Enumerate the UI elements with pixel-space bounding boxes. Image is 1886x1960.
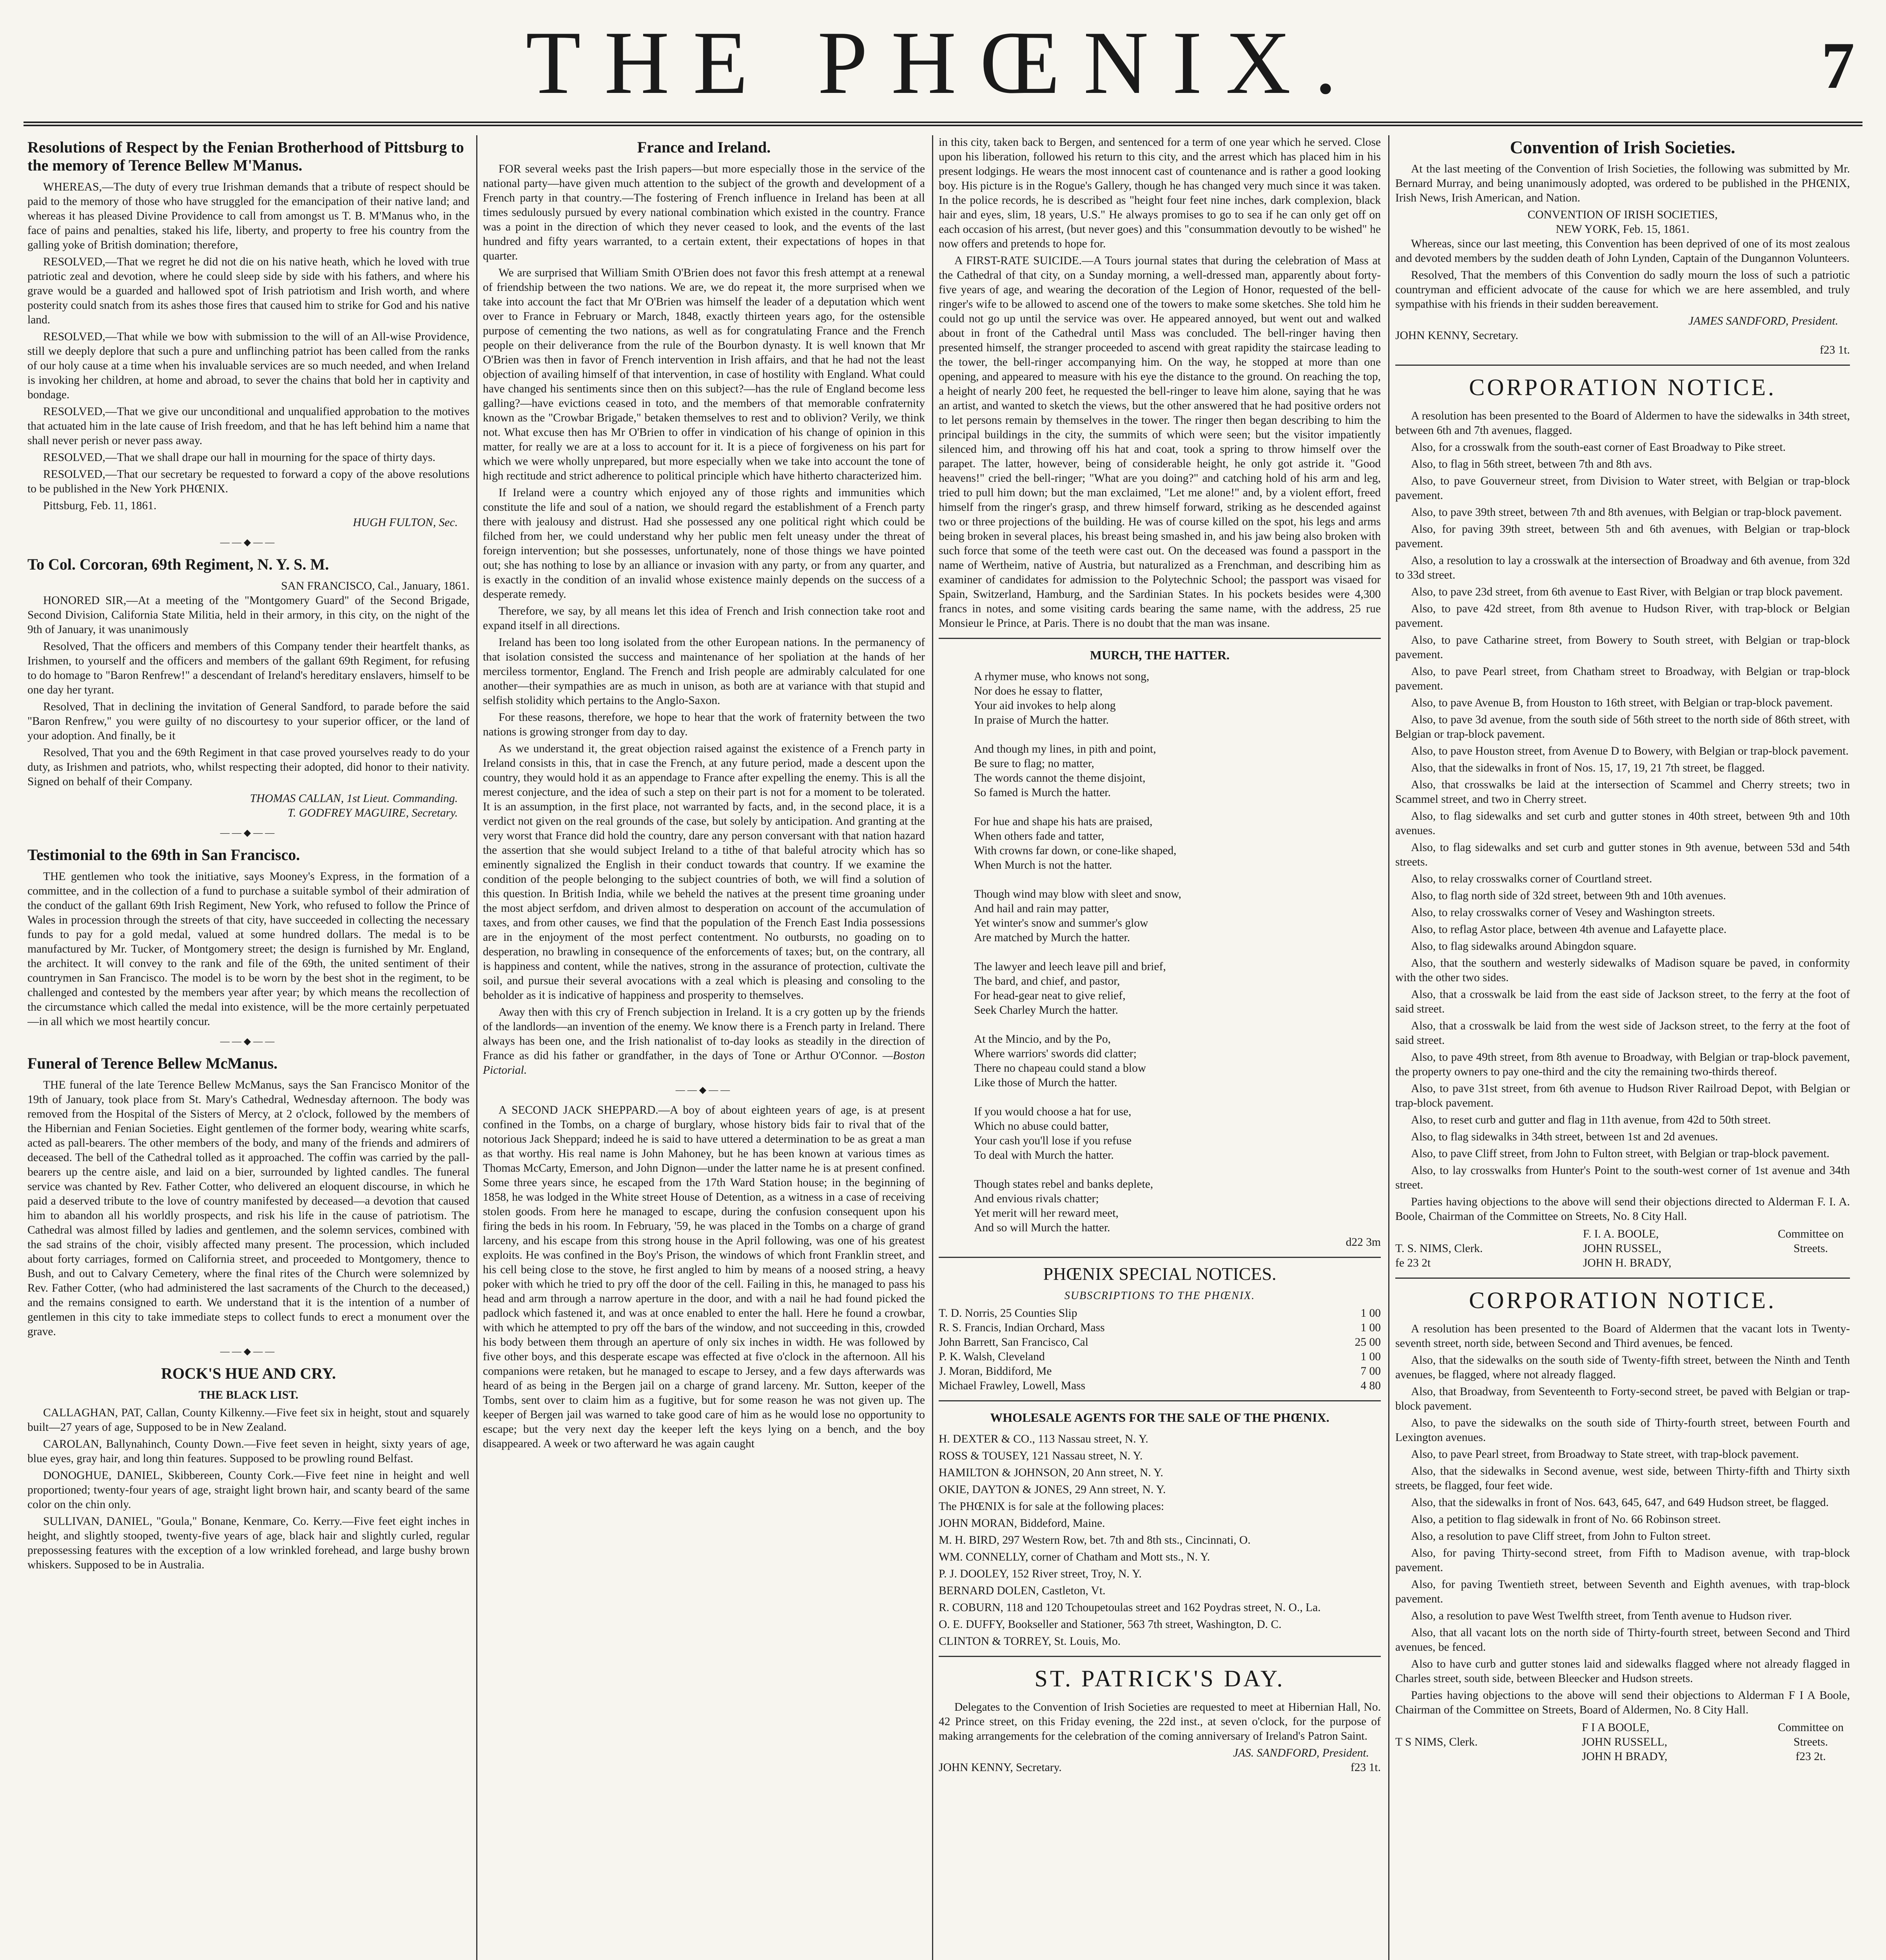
notice-title: CORPORATION NOTICE. (1469, 374, 1777, 400)
article-paragraph: RESOLVED,—That our secretary be requested to forward a copy of the above resolutions to be published in the New York PHŒNIX. (27, 468, 470, 495)
article-title: Convention of Irish Societies. (1510, 137, 1735, 157)
agent-line: OKIE, DAYTON & JONES, 29 Ann street, N. Y. (939, 1483, 1166, 1496)
notice-paragraph: Also, to pave Pearl street, from Chatham street to Broadway, with Belgian or trap-block pavement. (1395, 665, 1850, 692)
notice-title: CORPORATION NOTICE. (1469, 1287, 1777, 1313)
article-paragraph: THE funeral of the late Terence Bellew McManus, says the San Francisco Monitor of the 19th of January, took place from St. Mary's Cathedral, Wednesday afternoon. The body was removed from the Hospital of the Sisters of Mercy, at 2 o'clock, followed by the members of the Hibernian and Fenian Societies. Eight gentlemen of the former body, wearing white scarfs, acted as pall-bearers. The other members of the body, and many of the friends and admirers of deceased. The bell of the Cathedral tolled as it approached. The coffin was carried by the pall-bearers up the centre aisle, and laid on a bier, surrounded by lighted candles. The funeral service was chanted by Rev. Father Cotter, who delivered an eloquent discourse, in which he paid a deserved tribute to the love of country manifested by deceased—a devotion that caused him to abandon all his worldly prospects, and risk his life in the cause of patriotism. The Cathedral was almost filled by ladies and gentlemen, and the solemn services, combined with the sad strains of the choir, visibly affected many present. The procession, which included about forty carriages, formed on California street, and proceeded to Montgomery, thence to Bush, and out to Calvary Cemetery, where the final rites of the Church were solemnized by Rev. Father Cotter, (who had administered the last sacraments of the Church to the deceased,) and the remains consigned to earth. We understand that it is the intention of a number of gentlemen in this city to take immediate steps to collect funds to erect a monument over the grave. (27, 1079, 470, 1338)
committee-signature (1395, 1227, 1850, 1270)
signature: T. GODFREY MAGUIRE, Secretary. (287, 807, 458, 819)
article-paragraph: A SECOND JACK SHEPPARD.—A boy of about eighteen years of age, is at present confined in the Tombs, on a charge of burglary, whose history bids fair to rival that of the notorious Jack Sheppard; indeed he is said to have uttered a determination to be as great a man as that worthy. His real name is John Mahoney, but he has been known at various times as Thomas McCarty, Emerson, and John Dignon—under the latter name he is at present confined. Some three years since, he escaped from the 17th Ward Station house; in the beginning of 1858, he was lodged in the White street House of Detention, as a witness in a case of receiving stolen goods. From here he managed to escape, during the confusion consequent upon his firing the beds in his room. In February, '59, he was placed in the Tombs on a charge of grand larceny, and his escape from this strong house in the April following, was one of his greatest exploits. He was confined in the Boy's Prison, the windows of which front Franklin street, and his cell being close to the stove, he first angled to him by means of a noosed string, a heavy poker with which he tried to pry off the door of the cell. Failing in this, he managed to pass his head and arm through a narrow aperture in the door, and with a nail he had found picked the padlock which fastened it, and was at once enabled to enter the hall. Here he found a crowbar, with which he attempted to pry off the bars of the window, and not succeeding in this, crowded his body between them through an aperture of only six inches in width. He was followed by five other boys, and this desperate escape was effected at five o'clock in the afternoon. All his companions were retaken, but he managed to escape to Jersey, and a few days afterwards was heard of as being in the Bergen jail on a charge of grand larceny. Mr. Sutton, keeper of the Tombs, sent over to claim him as a fugitive, but for some reason he was not given up. The keeper of Bergen jail was warned to take good care of him as he would lose no opportunity to escape; but the very next day the keeper left the keys lying on a bench, and the boy disappeared. A week or two afterward he was again caught (483, 1104, 925, 1450)
subscription-amount: 1 00 (1360, 1350, 1381, 1363)
clerk-block (1395, 1227, 1483, 1270)
article-paragraph: RESOLVED,—That we regret he did not die on his native heath, which he loved with true patriotic zeal and devotion, where he could sleep side by side with his fathers, and where his grave would be a guarded and hallowed spot of Irish patriotism and Irish worth, and where posterity could snatch from its ashes those fires that caused him to strike for God and his native land. (27, 256, 470, 326)
section-divider: ——◆—— (220, 537, 277, 548)
subscription-amount: 7 00 (1360, 1365, 1381, 1377)
ad-code: f23 1t. (1819, 344, 1850, 356)
masthead (24, 12, 1862, 129)
signature: HUGH FULTON, Sec. (353, 516, 458, 529)
article-paragraph: We are surprised that William Smith O'Brien does not favor this fresh attempt at a renewal of friendship between the two nations. We are, we do repeat it, the more surprised when we take into account the fact that Mr O'Brien was himself the leader of a deputation which went over to France in February or March, 1848, exactly thirteen years ago, for the ostensible purpose of cementing the two nations, as well as for congratulating France and the French people on their deliverance from the rule of the Bourbon dynasty. It is well known that Mr O'Brien was then in favor of French intervention in Irish affairs, and that he had not the least objection of availing himself of that intervention, in case of hostility with England. What could have changed his sentiments since then on this subject?—has the rule of England become less galling?—have evictions ceased in toto, and the members of that memorable confraternity known as the "Crowbar Brigade," betaken themselves to rest and to oblivion? Verily, we think not. What excuse then has Mr O'Brien to offer in vindication of his change of opinion in this matter, for really we are at a loss to account for it. It is a piece of forgiveness on his part for which we were wholly unprepared, but more especially when we take into account the tone of high rectitude and strict adherence to political principle which have hitherto characterized him. (483, 267, 925, 482)
subscription-row (939, 1379, 1381, 1393)
notice-paragraph: Parties having objections to the above will send their objections to Alderman F I A Boole, Chairman of the Committee on Streets, Board of Aldermen, No. 8 City Hall. (1395, 1689, 1850, 1716)
agent-line: P. J. DOOLEY, 152 River street, Troy, N. Y. (939, 1568, 1142, 1580)
notice-paragraph: Parties having objections to the above will send their objections directed to Alderman F. I. A. Boole, Chairman of the Committee on Streets, No. 8 City Hall. (1395, 1196, 1850, 1223)
notice-paragraph: Also, to pave Houston street, from Avenue D to Bowery, with Belgian or trap-block pavement. (1411, 745, 1849, 757)
notice-paragraph: Also, to reset curb and gutter and flag in 11th avenue, from 42d to 50th street. (1411, 1114, 1771, 1126)
agent-line: BERNARD DOLEN, Castleton, Vt. (939, 1584, 1106, 1597)
notice-paragraph: Also, for paving Thirty-second street, from Fifth to Madison avenue, with trap-block pavement. (1395, 1547, 1850, 1574)
subscriber-name: T. D. Norris, 25 Counties Slip (939, 1307, 1077, 1319)
agents-title: WHOLESALE AGENTS FOR THE SALE OF THE PHŒNIX. (990, 1410, 1329, 1425)
notice-paragraph: Also, to pave 42d street, from 8th avenue to Hudson River, with trap-block or Belgian pavement. (1395, 603, 1850, 630)
agent-line: M. H. BIRD, 297 Western Row, bet. 7th and 8th sts., Cincinnati, O. (939, 1534, 1251, 1546)
committee-names (1583, 1227, 1672, 1270)
committee-member: JOHN H BRADY, (1581, 1750, 1668, 1763)
notice-heading: NEW YORK, Feb. 15, 1861. (1556, 223, 1690, 236)
agent-line: H. DEXTER & CO., 113 Nassau street, N. Y. (939, 1433, 1148, 1445)
column-divider (932, 135, 933, 1960)
committee-member: JOHN RUSSELL, (1581, 1736, 1667, 1748)
notice-paragraph: Also, that the sidewalks on the south side of Twenty-fifth street, between the Ninth and Tenth avenues, be flagged, where not already flagged. (1395, 1354, 1850, 1381)
agent-line: ROSS & TOUSEY, 121 Nassau street, N. Y. (939, 1450, 1143, 1462)
subscription-amount: 4 80 (1360, 1379, 1381, 1392)
section-rule (939, 638, 1381, 639)
column-divider (1388, 135, 1389, 1960)
article-paragraph: RESOLVED,—That we give our unconditional and unqualified approbation to the motives that actuated him in the late cause of Irish freedom, and that he has left behind him a name that shall never perish or never pass away. (27, 405, 470, 447)
notice-paragraph: Also, to pave 31st street, from 6th avenue to Hudson River Railroad Depot, with Belgian or trap-block pavement. (1395, 1082, 1850, 1109)
ad-code: f23 2t. (1795, 1750, 1826, 1763)
committee-label-text: Committee on Streets. (1778, 1721, 1844, 1748)
signature: JAS. SANDFORD, President. (1233, 1747, 1369, 1759)
article-title: France and Ireland. (637, 138, 771, 156)
article-paragraph: For these reasons, therefore, we hope to hear that the work of fraternity between the two nations is growing stronger from day to day. (483, 711, 925, 738)
subscriber-name: John Barrett, San Francisco, Cal (939, 1336, 1088, 1348)
signature: THOMAS CALLAN, 1st Lieut. Commanding. (250, 792, 458, 805)
notice-paragraph: Also, to flag sidewalks around Abingdon square. (1411, 940, 1637, 953)
notice-paragraph: Also, a petition to flag sidewalk in front of No. 66 Robinson street. (1411, 1513, 1721, 1526)
notice-paragraph: A resolution has been presented to the Board of Aldermen that the vacant lots in Twenty-seventh street, north side, between Second and Third avenues, be fenced. (1395, 1323, 1850, 1350)
notice-title: ST. PATRICK'S DAY. (1034, 1666, 1285, 1691)
notice-paragraph: Also, to lay crosswalks from Hunter's Point to the south-west corner of 1st avenue and 34th street. (1395, 1164, 1850, 1191)
article-title: Testimonial to the 69th in San Francisco. (27, 846, 300, 864)
poem-title: MURCH, THE HATTER. (1090, 648, 1230, 662)
article-paragraph: As we understand it, the great objection raised against the existence of a French party in Ireland consists in this, that in case the French, at any future period, made a descent upon the country, they would hold it as an appendage to France after expelling the enemy. This is all the merest conjecture, and the idea of such a step on their part is not for a moment to be tolerated. It is an assumption, in the first place, not warranted by facts, and, in the second place, it is a verdict not given on the real grounds of the case, but solely by anticipation. And granting at the very worst that France did hold the country, dare any person conversant with that nation hazard the assertion that she would subject Ireland to a tithe of that baleful atrocity which has so eminently signalized the English in their conduct towards that country. If we examine the condition of the people belonging to the subject countries of both, we will find a solution of this question. In British India, while we beheld the natives at the present time groaning under the most abject serfdom, and driven almost to desperation on account of the accumulation of taxes, and from other causes, we find that the population of the French East India possessions are in the enjoyment of the most perfect contentment. No outbursts, no goading on to desperation, no brawling in consequence of the enforcements of taxes; but, on the contrary, all is happiness and content, while the natives, strong in the assurance of protection, cultivate the soil, and pursue their several avocations with a zeal which is pleasing and consoling to the beholder as it is indicative of happiness and prosperity to themselves. (483, 742, 925, 1002)
section-divider: ——◆—— (220, 1036, 277, 1047)
committee-member: F I A BOOLE, (1581, 1721, 1649, 1734)
article-paragraph: Whereas, since our last meeting, this Convention has been deprived of one of its most zealous and devoted members by the sudden death of John Lynden, Captain of the Dungannon Volunteers. (1395, 238, 1850, 265)
notice-paragraph: Also, a resolution to pave Cliff street, from John to Fulton street. (1411, 1530, 1711, 1543)
article-paragraph: Resolved, That the officers and members of this Company tender their heartfelt thanks, as Irishmen, to yourself and the officers and members of the gallant 69th Regiment, for refusing to do homage to "Baron Renfrew!" a descendant of Ireland's hereditary enslavers, himself to be one day her tyrant. (27, 640, 470, 696)
article-title: To Col. Corcoran, 69th Regiment, N. Y. S. M. (27, 555, 329, 573)
subscription-amount: 25 00 (1355, 1336, 1381, 1348)
notice-paragraph: Also, that crosswalks be laid at the intersection of Scammel and Cherry streets; two in Scammel street, and two in Cherry street. (1395, 779, 1850, 806)
notice-paragraph: Also, to flag sidewalks and set curb and gutter stones in 9th avenue, between 53d and 54th streets. (1395, 841, 1850, 868)
section-rule (1395, 365, 1850, 366)
notice-paragraph: Also, to reflag Astor place, between 4th avenue and Lafayette place. (1411, 923, 1727, 936)
notice-paragraph: Also, to flag north side of 32d street, between 9th and 10th avenues. (1411, 889, 1726, 902)
notice-paragraph: A resolution has been presented to the Board of Aldermen to have the sidewalks in 34th street, between 6th and 7th avenues, flagged. (1395, 410, 1850, 437)
committee-member: JOHN RUSSEL, (1583, 1242, 1661, 1255)
article-title: ROCK'S HUE AND CRY. (161, 1365, 336, 1382)
subscriptions-list (939, 1306, 1381, 1393)
notice-paragraph: Also, that a crosswalk be laid from the east side of Jackson street, to the ferry at the foot of said street. (1395, 988, 1850, 1015)
notice-paragraph: Also, to pave 39th street, between 7th and 8th avenues, with Belgian or trap-block pavement. (1411, 506, 1842, 519)
signature: JOHN KENNY, Secretary. (1395, 329, 1518, 342)
article-paragraph: Resolved, That in declining the invitation of General Sandford, to parade before the said "Baron Renfrew," you were guilty of no discourtesy to your superior officer, or the land of your adoption. And finally, be it (27, 701, 470, 742)
article-paragraph: SULLIVAN, DANIEL, "Goula," Bonane, Kenmare, Co. Kerry.—Five feet eight inches in height, and slightly stooped, twenty-five years of age, black hair and slightly curled, regular prepossessing features with the exception of a low wrinkled forehead, and large bushy brown whiskers. Supposed to be in Australia. (27, 1515, 470, 1571)
article-title: Resolutions of Respect by the Fenian Brotherhood of Pittsburg to the memory of Terence Bellew M'Manus. (27, 138, 464, 174)
notice-paragraph: Also, to pave 3d avenue, from the south side of 56th street to the north side of 86th street, with Belgian or trap-block pavement. (1395, 713, 1850, 740)
agent-line: The PHŒNIX is for sale at the following places: (939, 1500, 1164, 1513)
section-divider: ——◆—— (675, 1085, 733, 1095)
subscriber-name: J. Moran, Biddiford, Me (939, 1365, 1052, 1377)
notice-paragraph: Also, to pave 49th street, from 8th avenue to Broadway, with Belgian or trap-block pavement, the property owners to pay one-third and the city the remaining two-thirds thereof. (1395, 1051, 1850, 1078)
notice-paragraph: Also, to pave 23d street, from 6th avenue to East River, with Belgian or trap block pavement. (1411, 586, 1843, 598)
committee-member: F. I. A. BOOLE, (1583, 1228, 1659, 1240)
signature-row (939, 1760, 1381, 1775)
notice-paragraph: Also, to flag in 56th street, between 7th and 8th avs. (1411, 458, 1652, 470)
notice-paragraph: Also, to pave Gouverneur street, from Division to Water street, with Belgian or trap-block pavement. (1395, 475, 1850, 502)
subscription-amount: 1 00 (1360, 1321, 1381, 1334)
subscription-row (939, 1350, 1381, 1364)
notice-paragraph: Also, to relay crosswalks corner of Vesey and Washington streets. (1411, 906, 1715, 919)
article-paragraph: Therefore, we say, by all means let this idea of French and Irish connection take root and expand itself in all directions. (483, 605, 925, 632)
article-paragraph: DONOGHUE, DANIEL, Skibbereen, County Cork.—Five feet nine in height and well proportioned; twenty-four years of age, straight light brown hair, and scanty beard of the same color on the chin only. (27, 1469, 470, 1511)
notice-paragraph: Also, that Broadway, from Seventeenth to Forty-second street, be paved with Belgian or trap-block pavement. (1395, 1385, 1850, 1412)
article-subtitle: THE BLACK LIST. (198, 1389, 299, 1401)
clerk-block (1395, 1720, 1478, 1764)
article-paragraph: RESOLVED,—That while we bow with submission to the will of an All-wise Providence, still we deeply deplore that such a pure and unflinching patriot has been called from the ranks of our holy cause at a time when his invaluable services are so much needed, and when Ireland is invoking her children, at home and abroad, to sever the chains that bold her in captivity and bondage. (27, 330, 470, 401)
article-paragraph: FOR several weeks past the Irish papers—but more especially those in the service of the national party—have given much attention to the subject of the growth and development of a French party in that country.—The fostering of French influence in Ireland has been at all times sedulously pursued by every national combination which existed in the country. France was a point in the direction of which they never ceased to look, and the events of the last hundred and fifty years warranted, to a certain extent, their expectations of hopes in that quarter. (483, 163, 925, 262)
article-paragraph: CAROLAN, Ballynahinch, County Down.—Five feet seven in height, sixty years of age, blue eyes, gray hair, and long thin features. Supposed to be prowling round Belfast. (27, 1438, 470, 1465)
notice-heading: CONVENTION OF IRISH SOCIETIES, (1527, 209, 1718, 221)
subscription-row (939, 1335, 1381, 1350)
agent-line: HAMILTON & JOHNSON, 20 Ann street, N. Y. (939, 1466, 1163, 1479)
agent-line: O. E. DUFFY, Bookseller and Stationer, 563 7th street, Washington, D. C. (939, 1618, 1282, 1631)
subscriber-name: P. K. Walsh, Cleveland (939, 1350, 1045, 1363)
column-3 (939, 135, 1381, 1960)
subscription-row (939, 1321, 1381, 1335)
article-paragraph: Resolved, That the members of this Convention do sadly mourn the loss of such a patriotic countryman and efficient advocate of the cause for which we are here assembled, and truly sympathise with his friends in their sudden bereavement. (1395, 269, 1850, 310)
newspaper-title: THE PHŒNIX. (526, 13, 1360, 113)
subscription-row (939, 1306, 1381, 1321)
clerk-name: T. S. NIMS, Clerk. (1395, 1242, 1483, 1255)
article-paragraph: A FIRST-RATE SUICIDE.—A Tours journal states that during the celebration of Mass at the Cathedral of that city, on a Sunday morning, a well-dressed man, apparently about forty-five years of age, and wearing the decoration of the Legion of Honor, requested of the bell-ringer's wife to be allowed to ascend one of the towers to make some sketches. She told him he could not go up until the service was over. He appeared annoyed, but went out and walked about in front of the Cathedral until Mass was concluded. The bell-ringer having then presented himself, the stranger proceeded to ascend with great rapidity the staircase leading to the tower, the bell-ringer accompanying him. On the way, he stopped at more than one opening, and appeared to measure with his eye the distance to the ground. On reaching the top, a height of nearly 200 feet, he requested the bell-ringer to leave him alone, saying that he was an artist, and wanted to sketch the views, but the other answered that he had positive orders not to let persons remain by themselves in the tower. The ringer then began describing to him the principal buildings in the city, the summits of which were seen; but the visitor impatiently silenced him, and throwing off his hat and coat, took a spring to throw himself over the parapet. The latter, however, being of considerable height, he only got astride it. "Good heavens!" cried the bell-ringer; "What are you doing?" and catching hold of his arm and leg, tried to pull him down; but the man exclaimed, "Let me alone!" and, by a violent effort, freed himself from the ringer's grasp, and threw himself forward, striking as he descended against two or three projections of the building. He was of course killed on the spot, his legs and arms being broken in several places, his breast being smashed in, and his jaw being also broken with such force that some of the teeth were cast out. On the deceased was found a passport in the name of Wertheim, native of Austria, but naturalized as a Frenchman, and describing him as examiner of candidates for admission to the Polytechnic School; the passport was visaed for Spain, Switzerland, Hamburg, and the Sardinian States. In his pockets besides were 4,300 francs in notes, and some visiting cards bearing the same name, with the address, 25 rue Monsieur le Prince, at Paris. There is no doubt that the man was insane. (939, 254, 1381, 630)
notice-paragraph: Also, that the sidewalks in Second avenue, west side, between Thirty-fifth and Thirty sixth streets, be flagged, four feet wide. (1395, 1465, 1850, 1492)
notice-paragraph: Also, that a crosswalk be laid from the west side of Jackson street, to the ferry at the foot of said street. (1395, 1020, 1850, 1047)
agent-line: JOHN MORAN, Biddeford, Maine. (939, 1517, 1105, 1530)
subscription-amount: 1 00 (1360, 1307, 1381, 1319)
committee-member: JOHN H. BRADY, (1583, 1257, 1672, 1269)
notice-paragraph: Also, to flag sidewalks and set curb and gutter stones in 40th street, between 9th and 10th avenues. (1395, 810, 1850, 837)
notice-paragraph: Also, a resolution to pave West Twelfth street, from Tenth avenue to Hudson river. (1411, 1610, 1792, 1622)
section-rule (939, 1257, 1381, 1258)
notice-paragraph: Also, to pave Pearl street, from Broadway to State street, with trap-block pavement. (1411, 1448, 1799, 1461)
notice-paragraph: Also, for paving Twentieth street, between Seventh and Eighth avenues, with trap-block pavement. (1395, 1578, 1850, 1605)
notice-paragraph: Also, to flag sidewalks in 34th street, between 1st and 2d avenues. (1411, 1131, 1718, 1143)
column-divider (476, 135, 477, 1960)
signature: JAMES SANDFORD, President. (1688, 315, 1838, 327)
notice-paragraph: Also, that the sidewalks in front of Nos. 15, 17, 19, 21 7th street, be flagged. (1411, 762, 1765, 774)
article-source: —Boston Pictorial. (483, 1049, 925, 1076)
committee-label: Committee on Streets. (1778, 1228, 1844, 1255)
article-paragraph: RESOLVED,—That we shall drape our hall in mourning for the space of thirty days. (43, 451, 435, 464)
notice-paragraph: Also, that all vacant lots on the north side of Thirty-fourth street, between Second and Third avenues, be fenced. (1395, 1626, 1850, 1653)
subscriber-name: R. S. Francis, Indian Orchard, Mass (939, 1321, 1105, 1334)
subscription-row (939, 1364, 1381, 1379)
notice-paragraph: Also, to relay crosswalks corner of Courtland street. (1411, 873, 1652, 885)
article-paragraph: Delegates to the Convention of Irish Societies are requested to meet at Hibernian Hall, No. 42 Prince street, on this Friday evening, the 22d inst., at seven o'clock, for the purpose of making arrangements for the celebration of the coming anniversary of Ireland's Patron Saint. (939, 1701, 1381, 1742)
article-paragraph: WHEREAS,—The duty of every true Irishman demands that a tribute of respect should be paid to the memory of those who have struggled for the emancipation of their native land; and whereas it has pleased Divine Providence to call from amongst us T. B. M'Manus who, in the face of pains and penalties, staked his life, liberty, and property to free his country from the galling yoke of British domination; therefore, (27, 181, 470, 251)
article-paragraph: If Ireland were a country which enjoyed any of those rights and immunities which constitute the life and soul of a nation, we should regard the establishment of a French party there with jealousy and distrust. Had she possessed any one political right which could be filched from her, we could understand why her public men felt uneasy under the threat of foreign intervention; but she possesses, unfortunately, none of those things we have pointed out; she has nothing to lose by an alliance or invasion with any party, or from any quarter, and is exactly in the condition of an invalid whose existence mainly depends on the success of a desperate remedy. (483, 486, 925, 601)
notices-title: PHŒNIX SPECIAL NOTICES. (1043, 1264, 1277, 1284)
notice-paragraph: Also, to pave Cliff street, from John to Fulton street, with Belgian or trap-block pavement. (1411, 1147, 1830, 1160)
dateline: SAN FRANCISCO, Cal., January, 1861. (281, 580, 470, 592)
notice-paragraph: Also, that the sidewalks in front of Nos. 643, 645, 647, and 649 Hudson street, be flagged. (1411, 1496, 1829, 1509)
article-paragraph: in this city, taken back to Bergen, and sentenced for a term of one year which he served. Close upon his liberation, followed his return to this city, and the arrest which has placed him in his present lodgings. He wears the most innocent cast of countenance and is rather a good looking boy. His picture is in the Rogue's Gallery, though he has changed very much since it was taken. In the police records, he is described as "height four feet nine inches, dark complexion, black hair and eyes, slim, 18 years, U.S." He always promises to go to sea if he can only get off on each occasion of his arrest, (but never goes) and this "consummation devoutly to be wished" he now offers and pretends to hope for. (939, 136, 1381, 250)
masthead-rule (24, 122, 1862, 126)
column-4 (1395, 135, 1850, 1960)
notice-paragraph: Also, a resolution to lay a crosswalk at the intersection of Broadway and 6th avenue, from 32d to 33d street. (1395, 554, 1850, 581)
section-rule (939, 1400, 1381, 1401)
article-paragraph: Resolved, That you and the 69th Regiment in that case proved yourselves ready to do your duty, as Irishmen and patriots, who, whilst respecting their adopted, did honor to their nativity. Signed on behalf of their Company. (27, 746, 470, 788)
article-paragraph: CALLAGHAN, PAT, Callan, County Kilkenny.—Five feet six in height, stout and squarely built—27 years of age, Supposed to be in New Zealand. (27, 1406, 470, 1434)
ad-code: d22 3m (1346, 1236, 1381, 1249)
section-rule (1395, 1278, 1850, 1279)
notice-paragraph: Also, for paving 39th street, between 5th and 6th avenues, with Belgian or trap-block pavement. (1395, 523, 1850, 550)
notice-paragraph: Also, to pave Avenue B, from Houston to 16th street, with Belgian or trap-block pavement. (1411, 697, 1833, 709)
dateline: Pittsburg, Feb. 11, 1861. (43, 499, 157, 512)
ad-code: fe 23 2t (1395, 1257, 1431, 1269)
notice-paragraph: Also, for a crosswalk from the south-east corner of East Broadway to Pike street. (1411, 441, 1786, 454)
page-number: 7 (1821, 29, 1855, 102)
agent-line: CLINTON & TORREY, St. Louis, Mo. (939, 1635, 1121, 1648)
article-paragraph (483, 1005, 925, 1078)
committee-names (1582, 1720, 1667, 1764)
article-paragraph: At the last meeting of the Convention of Irish Societies, the following was submitted by Mr. Bernard Murray, and being unanimously adopted, was ordered to be published in the PHŒNIX, Irish News, Irish American, and Nation. (1395, 163, 1850, 204)
section-divider: ——◆—— (220, 1347, 277, 1357)
article-paragraph: THE gentlemen who took the initiative, says Mooney's Express, in the formation of a committee, and in the collection of a fund to purchase a suitable symbol of their admiration of the conduct of the gallant 69th Irish Regiment, New York, who refused to follow the Prince of Wales in procession through the streets of that city, have succeeded in collecting the necessary funds to pay for a gold medal, valued at some hundred dollars. The medal is to be manufactured by Mr. Tucker, of Montgomery street; the design is furnished by Mr. England, the architect. It will convey to the rank and file of the 69th, the united sentiment of their countrymen in San Francisco. The model is to be worn by the best shot in the regiment, to be challenged and contested by the members year after year; by which means the recollection of the circumstance which called the medal into existence, will be the more certainly perpetuated—in all which we most heartily concur. (27, 870, 470, 1028)
subscriber-name: Michael Frawley, Lowell, Mass (939, 1379, 1086, 1392)
signature: JOHN KENNY, Secretary. (939, 1761, 1062, 1774)
poem-text: A rhymer muse, who knows not song, Nor does he essay to flatter, Your aid invokes to help along In praise of Murch the hatter. And though my lines, in pith and point, Be sure to flag; no matter, The words cannot the theme disjoint, So famed is Murch the hatter. For hue and shape his hats are praised, When others fade and tatter, With crowns far down, or cone-like shaped, When Murch is not the hatter. Though wind may blow with sleet and snow, And hail and rain may patter, Yet winter's snow and summer's glow Are matched by Murch the hatter. The lawyer and leech leave pill and brief, The bard, and chief, and pastor, For head-gear neat to give relief, Seek Charley Murch the hatter. At the Mincio, and by the Po, Where warriors' swords did clatter; There no chapeau could stand a blow Like those of Murch the hatter. If you would choose a hat for use, Which no abuse could batter, Your cash you'll lose if you refuse To deal with Murch the hatter. Though states rebel and banks deplete, And envious rivals chatter; Yet merit will her reward meet, And so will Murch the hatter. (974, 670, 1182, 1234)
section-divider: ——◆—— (220, 828, 277, 838)
committee-label (1772, 1720, 1850, 1764)
article-paragraph: HONORED SIR,—At a meeting of the "Montgomery Guard" of the Second Brigade, Second Division, California State Militia, held in their armory, in this city, on the night of the 9th of January, it was unanimously (27, 594, 470, 636)
clerk-name: T S NIMS, Clerk. (1395, 1736, 1478, 1748)
article-paragraph: Ireland has been too long isolated from the other European nations. In the permanency of that isolation consisted the success and maintenance of her spoliation at the hands of her merciless tormentor, England. The French and Irish people are admirably calculated for one another—their sympathies are as much in unison, as both are at variance with that stupid and selfish stolidity which pertains to the Anglo-Saxon. (483, 636, 925, 707)
column-1 (27, 135, 470, 1960)
column-2 (483, 135, 925, 1960)
section-rule (939, 1656, 1381, 1657)
agent-line: WM. CONNELLY, corner of Chatham and Mott sts., N. Y. (939, 1551, 1210, 1563)
notices-subtitle: SUBSCRIPTIONS TO THE PHŒNIX. (1064, 1290, 1255, 1302)
agent-line: R. COBURN, 118 and 120 Tchoupetoulas street and 162 Poydras street, N. O., La. (939, 1601, 1321, 1614)
notice-paragraph: Also, to pave Catharine street, from Bowery to South street, with Belgian or trap-block pavement. (1395, 634, 1850, 661)
article-title: Funeral of Terence Bellew McManus. (27, 1054, 278, 1072)
notice-paragraph: Also, to pave the sidewalks on the south side of Thirty-fourth street, between Fourth and Lexington avenues. (1395, 1417, 1850, 1444)
article-text: Away then with this cry of French subjection in Ireland. It is a cry gotten up by the friends of the landlords—an invention of the enemy. We know there is a French party in Ireland. There always has been one, and the Irish nationalist of to-day looks as steadily in the direction of France as did his father or grandfather, in the days of Tone or Arthur O'Connor. (483, 1006, 925, 1062)
committee-signature (1395, 1720, 1850, 1764)
ad-code: f23 1t. (1350, 1761, 1381, 1774)
notice-paragraph: Also, that the southern and westerly sidewalks of Madison square be paved, in conformity with the other two sides. (1395, 957, 1850, 984)
notice-paragraph: Also to have curb and gutter stones laid and sidewalks flagged where not already flagged in Charles street, south side, between Bleecker and Hudson streets. (1395, 1658, 1850, 1685)
